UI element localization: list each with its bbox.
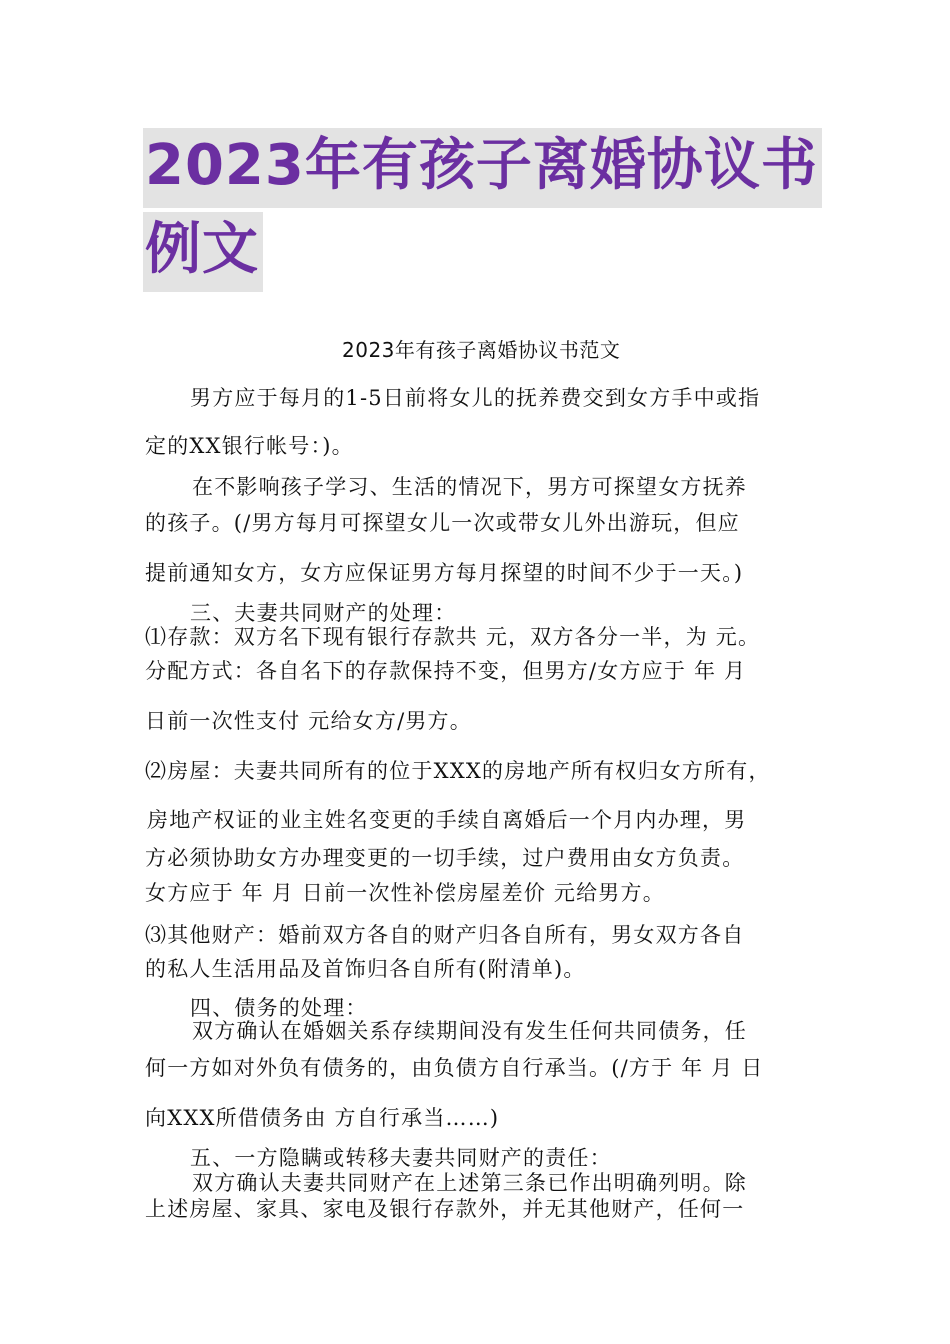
paragraph-line: 方必须协助女方办理变更的一切手续，过户费用由女方负责。 — [145, 846, 745, 870]
section-heading: 三、夫妻共同财产的处理： — [190, 601, 457, 625]
document-subtitle: 2023年有孩子离婚协议书范文 — [342, 338, 621, 362]
paragraph-line: 男方应于每月的1-5日前将女儿的抚养费交到女方手中或指 — [190, 386, 761, 410]
paragraph-line: 何一方如对外负有债务的，由负债方自行承当。(/方于 年 月 日 — [145, 1056, 764, 1080]
paragraph-line: 女方应于 年 月 日前一次性补偿房屋差价 元给男方。 — [145, 881, 665, 905]
paragraph-line: 的私人生活用品及首饰归各自所有(附清单)。 — [145, 957, 586, 981]
paragraph-line: 提前通知女方，女方应保证男方每月探望的时间不少于一天。) — [145, 561, 744, 585]
section-heading: 五、一方隐瞒或转移夫妻共同财产的责任： — [190, 1146, 612, 1170]
paragraph-line: ⑵房屋：夫妻共同所有的位于XXX的房地产所有权归女方所有， — [145, 759, 771, 783]
section-heading: 四、债务的处理： — [190, 996, 368, 1020]
paragraph-line: 定的XX银行帐号：)。 — [145, 434, 354, 458]
title-line-1: 2023年有孩子离婚协议书 — [143, 128, 822, 208]
paragraph-line: 房地产权证的业主姓名变更的手续自离婚后一个月内办理，男 — [147, 808, 747, 832]
paragraph-line: 上述房屋、家具、家电及银行存款外，并无其他财产，任何一 — [145, 1197, 745, 1221]
paragraph-line: 在不影响孩子学习、生活的情况下，男方可探望女方抚养 — [192, 475, 747, 499]
paragraph-line: ⑶其他财产：婚前双方各自的财产归各自所有，男女双方各自 — [145, 923, 745, 947]
paragraph-line: 的孩子。(/男方每月可探望女儿一次或带女儿外出游玩，但应 — [145, 511, 740, 535]
document-title — [143, 128, 823, 296]
paragraph-line: 双方确认在婚姻关系存续期间没有发生任何共同债务，任 — [192, 1019, 747, 1043]
paragraph-line: 分配方式：各自名下的存款保持不变，但男方/女方应于 年 月 — [145, 659, 747, 683]
paragraph-line: 双方确认夫妻共同财产在上述第三条已作出明确列明。除 — [192, 1171, 747, 1195]
paragraph-line: 向XXX所借债务由 方自行承当……) — [145, 1106, 500, 1130]
title-line-2: 例文 — [143, 212, 263, 292]
paragraph-line: ⑴存款：双方名下现有银行存款共 元，双方各分一半，为 元。 — [145, 625, 761, 649]
paragraph-line: 日前一次性支付 元给女方/男方。 — [145, 709, 472, 733]
